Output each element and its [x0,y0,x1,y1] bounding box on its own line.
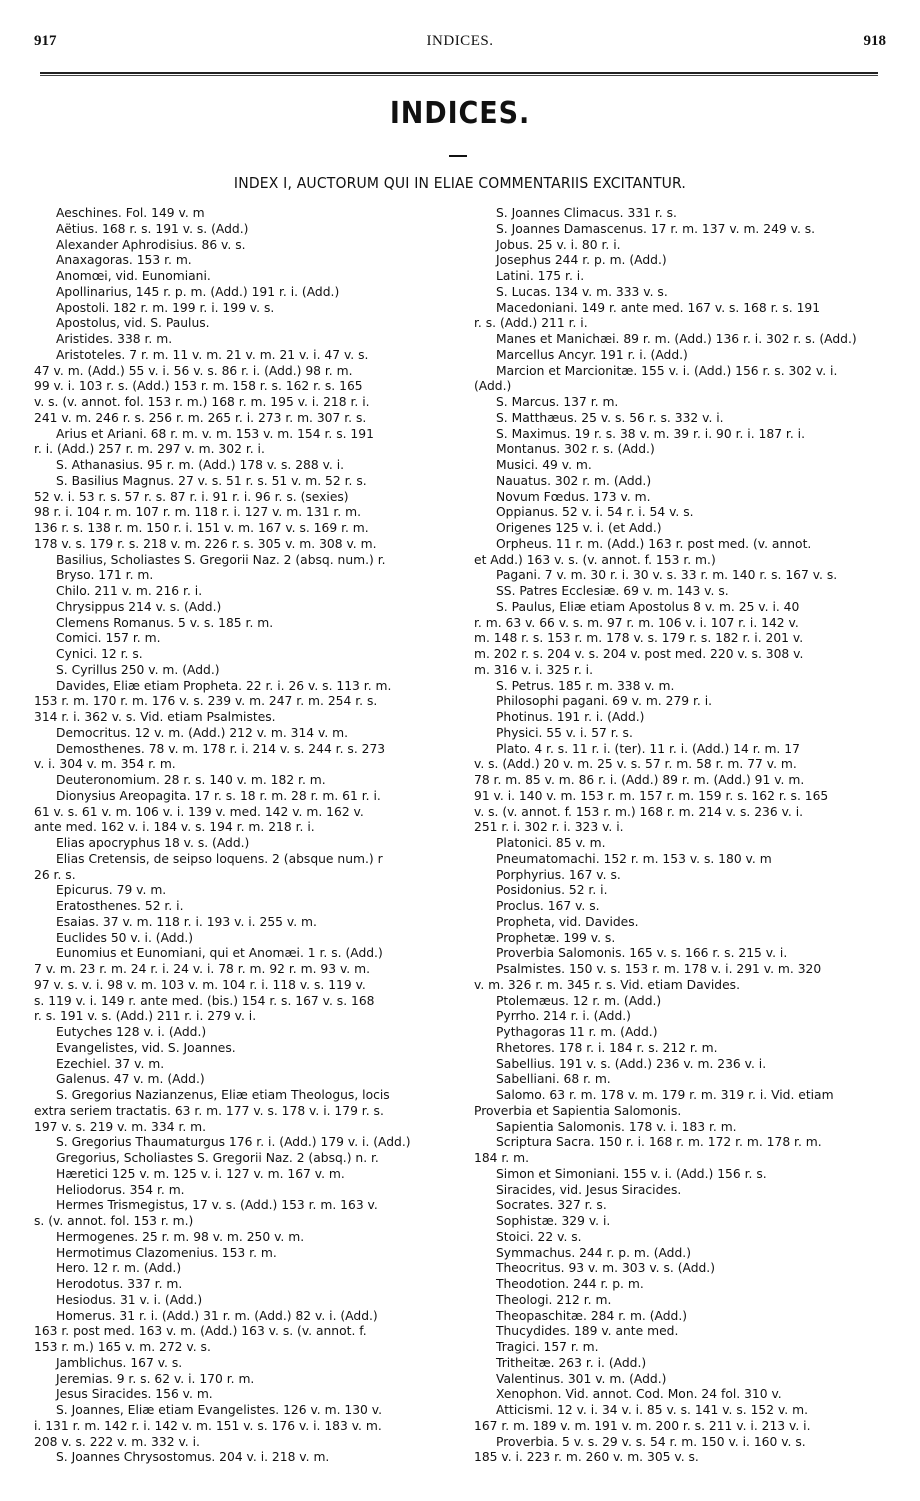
index-entry: Gregorius, Scholiastes S. Gregorii Naz. 2 (absq.) n. r. [56,1151,379,1165]
index-entry: Prophetæ. 199 v. s. [496,930,616,945]
index-entry: Porphyrius. 167 v. s. [496,867,621,882]
index-entry: Proverbia Salomonis. 165 v. s. 166 r. s. 215 v. i. [496,946,788,961]
index-entry: Cynici. 12 r. s. [56,647,143,661]
index-entry: Chilo. 211 v. m. 216 r. i. [56,584,203,598]
index-entry: Proverbia. 5 v. s. 29 v. s. 54 r. m. 150 v. i. 160 v. s. [496,1434,806,1449]
index-entry: Eratosthenes. 52 r. i. [56,899,184,913]
index-entry: Socrates. 327 r. s. [496,1198,607,1213]
index-entry: Thucydides. 189 v. ante med. [496,1324,679,1339]
index-entry: S. Lucas. 134 v. m. 333 v. s. [496,284,668,299]
index-entry: Scriptura Sacra. 150 r. i. 168 r. m. 172 r. m. 178 r. m. [496,1135,822,1150]
index-entry-continuation: s. 119 v. i. 149 r. ante med. (bis.) 154 r. s. 167 v. s. 168 [34,993,375,1008]
index-entry-continuation: 7 v. m. 23 r. m. 24 r. i. 24 v. i. 78 r. m. 92 r. m. 93 v. m. [34,962,371,976]
index-entry: Dionysius Areopagita. 17 r. s. 18 r. m. 28 r. m. 61 r. i. [56,788,381,803]
index-entry: S. Gregorius Thaumaturgus 176 r. i. (Add.) 179 v. i. (Add.) [56,1135,411,1150]
index-entry-continuation: 98 r. i. 104 r. m. 107 r. m. 118 r. i. 127 v. m. 131 r. m. [34,505,362,520]
page-number-right: 918 [863,33,886,49]
index-entry: Bryso. 171 r. m. [56,568,154,583]
index-entry: S. Marcus. 137 r. m. [496,395,619,409]
index-entry: Tritheitæ. 263 r. i. (Add.) [496,1355,647,1370]
index-entry: Arius et Ariani. 68 r. m. v. m. 153 v. m. 154 r. s. 191 [56,426,374,441]
index-entry-continuation: 178 v. s. 179 r. s. 218 v. m. 226 r. s. 305 v. m. 308 v. m. [34,536,377,551]
index-entry: Aristoteles. 7 r. m. 11 v. m. 21 v. m. 21 v. i. 47 v. s. [56,347,369,362]
index-entry-continuation: 26 r. s. [34,867,76,882]
index-entry: Evangelistes, vid. S. Joannes. [56,1040,236,1055]
index-entry-continuation: et Add.) 163 v. s. (v. annot. f. 153 r. m.) [474,552,716,567]
index-entry-continuation: 184 r. m. [474,1151,530,1165]
title-dash [449,155,467,157]
index-entry-continuation: r. i. (Add.) 257 r. m. 297 v. m. 302 r. i. [34,442,265,457]
index-entry: SS. Patres Ecclesiæ. 69 v. m. 143 v. s. [496,584,729,598]
index-entry: Hesiodus. 31 v. i. (Add.) [56,1292,203,1307]
index-entry: Proclus. 167 v. s. [496,899,600,913]
index-entry: Siracides, vid. Jesus Siracides. [496,1182,682,1197]
index-entry: S. Joannes Damascenus. 17 r. m. 137 v. m. 249 v. s. [496,221,816,236]
running-title: INDICES. [426,33,494,49]
index-entry: Pyrrho. 214 r. i. (Add.) [496,1009,631,1024]
index-entry-continuation: 153 r. m. 170 r. m. 176 v. s. 239 v. m. 247 r. m. 254 r. s. [34,694,378,709]
index-entry: Aëtius. 168 r. s. 191 v. s. (Add.) [56,221,249,236]
index-entry: Pneumatomachi. 152 r. m. 153 v. s. 180 v. m [496,851,772,866]
index-entry-continuation: r. s. 191 v. s. (Add.) 211 r. i. 279 v. i. [34,1009,257,1024]
index-entry-continuation: v. s. (v. annot. fol. 153 r. m.) 168 r. m. 195 v. i. 218 r. i. [34,395,370,409]
right-column [474,206,894,1466]
index-entry: Herodotus. 337 r. m. [56,1277,183,1291]
index-entry: Marcellus Ancyr. 191 r. i. (Add.) [496,347,688,362]
index-entry-continuation: r. s. (Add.) 211 r. i. [474,316,588,331]
index-entry-continuation: m. 316 v. i. 325 r. i. [474,662,593,677]
index-entry: Anomœi, vid. Eunomiani. [56,269,211,283]
index-entry-continuation: extra seriem tractatis. 63 r. m. 177 v. s. 178 v. i. 179 r. s. [34,1103,384,1118]
index-entry: S. Basilius Magnus. 27 v. s. 51 r. s. 51 v. m. 52 r. s. [56,473,367,488]
index-entry: Alexander Aphrodisius. 86 v. s. [56,237,246,252]
index-entry: Apostoli. 182 r. m. 199 r. i. 199 v. s. [56,300,275,315]
index-entry: Theocritus. 93 v. m. 303 v. s. (Add.) [496,1261,716,1276]
index-entry: Latini. 175 r. i. [496,269,585,283]
index-entry: Ptolemæus. 12 r. m. (Add.) [496,993,662,1008]
index-entry: Anaxagoras. 153 r. m. [56,253,192,268]
index-entry: Deuteronomium. 28 r. s. 140 v. m. 182 r. m. [56,773,326,787]
index-entry: Oppianus. 52 v. i. 54 r. i. 54 v. s. [496,505,694,520]
index-entry: Orpheus. 11 r. m. (Add.) 163 r. post med. (v. annot. [496,536,812,551]
index-entry: Theodotion. 244 r. p. m. [496,1277,644,1291]
index-entry: S. Joannes, Eliæ etiam Evangelistes. 126 v. m. 130 v. [56,1403,383,1417]
index-entry-continuation: 52 v. i. 53 r. s. 57 r. s. 87 r. i. 91 r. i. 96 r. s. (sexies) [34,489,349,504]
index-entry: Elias Cretensis, de seipso loquens. 2 (absque num.) r [56,851,383,866]
index-entry: Homerus. 31 r. i. (Add.) 31 r. m. (Add.) 82 v. i. (Add.) [56,1308,378,1323]
index-entry-continuation: i. 131 r. m. 142 r. i. 142 v. m. 151 v. s. 176 v. i. 183 v. m. [34,1418,382,1433]
index-entry-continuation: 167 r. m. 189 v. m. 191 v. m. 200 r. s. 211 v. i. 213 v. i. [474,1418,811,1433]
index-entry-continuation: 47 v. m. (Add.) 55 v. i. 56 v. s. 86 r. i. (Add.) 98 r. m. [34,363,353,378]
index-entry: S. Matthæus. 25 v. s. 56 r. s. 332 v. i. [496,410,724,425]
index-entry-continuation: 78 r. m. 85 v. m. 86 r. i. (Add.) 89 r. m. (Add.) 91 v. m. [474,773,805,787]
index-entry: Galenus. 47 v. m. (Add.) [56,1072,205,1087]
index-entry-continuation: Proverbia et Sapientia Salomonis. [474,1103,682,1118]
page-number-left: 917 [34,33,57,49]
index-entry: S. Maximus. 19 r. s. 38 v. m. 39 r. i. 90 r. i. 187 r. i. [496,426,805,441]
index-entry: Valentinus. 301 v. m. (Add.) [496,1371,667,1386]
index-entry: Plato. 4 r. s. 11 r. i. (ter). 11 r. i. (Add.) 14 r. m. 17 [496,741,800,756]
index-entry: Musici. 49 v. m. [496,458,592,472]
index-entry: Jeremias. 9 r. s. 62 v. i. 170 r. m. [56,1371,255,1386]
page-title: INDICES. [389,96,531,131]
index-entry-continuation: v. s. (Add.) 20 v. m. 25 v. s. 57 r. m. 58 r. m. 77 v. m. [474,757,797,772]
index-entry: Eutyches 128 v. i. (Add.) [56,1025,207,1039]
index-entry: Posidonius. 52 r. i. [496,883,608,898]
index-entry: Ezechiel. 37 v. m. [56,1056,165,1071]
index-entry: S. Petrus. 185 r. m. 338 v. m. [496,678,675,693]
header-rule [40,72,878,76]
index-entry-continuation: 197 v. s. 219 v. m. 334 r. m. [34,1119,207,1134]
index-entry: Hermes Trismegistus, 17 v. s. (Add.) 153 r. m. 163 v. [56,1198,378,1213]
index-entry: Simon et Simoniani. 155 v. i. (Add.) 156 r. s. [496,1166,767,1181]
index-entry: Origenes 125 v. i. (et Add.) [496,521,662,535]
index-entry: Marcion et Marcionitæ. 155 v. i. (Add.) 156 r. s. 302 v. i. [496,363,838,378]
index-entry-continuation: (Add.) [474,379,512,394]
index-entry: Platonici. 85 v. m. [496,836,606,850]
left-column [34,206,464,1466]
index-entry: Jesus Siracides. 156 v. m. [56,1387,213,1402]
index-entry-continuation: 314 r. i. 362 v. s. Vid. etiam Psalmistes. [34,710,276,724]
index-entry: Pagani. 7 v. m. 30 r. i. 30 v. s. 33 r. m. 140 r. s. 167 v. s. [496,568,838,583]
index-entry-continuation: 241 v. m. 246 r. s. 256 r. m. 265 r. i. 273 r. m. 307 r. s. [34,410,367,425]
index-entry-continuation: v. i. 304 v. m. 354 r. m. [34,757,176,772]
index-entry-continuation: m. 202 r. s. 204 v. s. 204 v. post med. 220 v. s. 308 v. [474,647,804,661]
index-entry: Democritus. 12 v. m. (Add.) 212 v. m. 314 v. m. [56,725,349,740]
index-entry: S. Gregorius Nazianzenus, Eliæ etiam Theologus, locis [56,1088,390,1102]
index-entry: Demosthenes. 78 v. m. 178 r. i. 214 v. s. 244 r. s. 273 [56,741,386,756]
index-entry: Stoici. 22 v. s. [496,1229,582,1244]
index-entry: Elias apocryphus 18 v. s. (Add.) [56,836,250,850]
index-entry: Apostolus, vid. S. Paulus. [56,316,210,331]
index-entry: Hermogenes. 25 r. m. 98 v. m. 250 v. m. [56,1229,305,1244]
index-entry: Sabelliani. 68 r. m. [496,1072,611,1087]
index-entry-continuation: 153 r. m.) 165 v. m. 272 v. s. [34,1340,211,1354]
index-entry: Comici. 157 r. m. [56,631,161,646]
index-entry: Apollinarius, 145 r. p. m. (Add.) 191 r. i. (Add.) [56,284,340,299]
index-entry: Nauatus. 302 r. m. (Add.) [496,473,652,488]
index-entry-continuation: 97 v. s. v. i. 98 v. m. 103 v. m. 104 r. i. 118 v. s. 119 v. [34,977,366,992]
index-entry: Hæretici 125 v. m. 125 v. i. 127 v. m. 167 v. m. [56,1166,345,1181]
index-entry-continuation: ante med. 162 v. i. 184 v. s. 194 r. m. 218 r. i. [34,820,315,835]
index-entry: Sophistæ. 329 v. i. [496,1214,611,1228]
index-entry: Rhetores. 178 r. i. 184 r. s. 212 r. m. [496,1040,718,1055]
index-entry: Davides, Eliæ etiam Propheta. 22 r. i. 26 v. s. 113 r. m. [56,678,392,693]
index-entry: Salomo. 63 r. m. 178 v. m. 179 r. m. 319 r. i. Vid. etiam [496,1088,834,1102]
index-entry-continuation: s. (v. annot. fol. 153 r. m.) [34,1214,194,1228]
index-entry-continuation: 251 r. i. 302 r. i. 323 v. i. [474,820,624,835]
index-entry: Xenophon. Vid. annot. Cod. Mon. 24 fol. 310 v. [496,1387,782,1402]
index-entry-continuation: 163 r. post med. 163 v. m. (Add.) 163 v. s. (v. annot. f. [34,1324,367,1339]
index-entry: Basilius, Scholiastes S. Gregorii Naz. 2 (absq. num.) r. [56,552,386,567]
index-entry-continuation: 99 v. i. 103 r. s. (Add.) 153 r. m. 158 r. s. 162 r. s. 165 [34,379,363,394]
index-entry: Clemens Romanus. 5 v. s. 185 r. m. [56,615,274,630]
index-entry: Psalmistes. 150 v. s. 153 r. m. 178 v. i. 291 v. m. 320 [496,962,822,976]
index-entry-continuation: v. s. (v. annot. f. 153 r. m.) 168 r. m. 214 v. s. 236 v. i. [474,804,804,819]
index-entry-continuation: 91 v. i. 140 v. m. 153 r. m. 157 r. m. 159 r. s. 162 r. s. 165 [474,788,829,803]
index-entry: Heliodorus. 354 r. m. [56,1182,185,1197]
index-entry: Euclides 50 v. i. (Add.) [56,930,194,945]
index-entry: Aristides. 338 r. m. [56,332,173,346]
index-subtitle: INDEX I, AUCTORUM QUI IN ELIAE COMMENTARIIS EXCITANTUR. [233,174,687,192]
index-entry: Propheta, vid. Davides. [496,914,639,929]
index-entry: Jobus. 25 v. i. 80 r. i. [496,237,621,252]
index-entry: Epicurus. 79 v. m. [56,883,167,898]
index-entry-continuation: 185 v. i. 223 r. m. 260 v. m. 305 v. s. [474,1450,699,1465]
index-entry-continuation: v. m. 326 r. m. 345 r. s. Vid. etiam Davides. [474,977,740,992]
index-entry: Chrysippus 214 v. s. (Add.) [56,599,222,614]
index-entry: Josephus 244 r. p. m. (Add.) [496,253,667,268]
index-entry: Tragici. 157 r. m. [496,1340,599,1354]
index-entry: Physici. 55 v. i. 57 r. s. [496,725,633,740]
index-entry: Macedoniani. 149 r. ante med. 167 v. s. 168 r. s. 191 [496,300,821,315]
index-entry-continuation: 61 v. s. 61 v. m. 106 v. i. 139 v. med. 142 v. m. 162 v. [34,804,364,819]
index-entry: Manes et Manichæi. 89 r. m. (Add.) 136 r. i. 302 r. s. (Add.) [496,332,857,346]
index-entry: Hero. 12 r. m. (Add.) [56,1261,182,1276]
index-entry: Theopaschitæ. 284 r. m. (Add.) [496,1308,688,1323]
index-entry: Symmachus. 244 r. p. m. (Add.) [496,1245,692,1260]
index-entry: Philosophi pagani. 69 v. m. 279 r. i. [496,694,713,709]
index-entry: S. Cyrillus 250 v. m. (Add.) [56,662,220,677]
index-entry-continuation: 208 v. s. 222 v. m. 332 v. i. [34,1434,200,1449]
index-entry: Aeschines. Fol. 149 v. m [56,206,205,220]
index-entry: Jamblichus. 167 v. s. [56,1355,183,1370]
index-entry: Sapientia Salomonis. 178 v. i. 183 r. m. [496,1119,737,1134]
index-entry: Novum Fœdus. 173 v. m. [496,489,651,504]
index-entry: Montanus. 302 r. s. (Add.) [496,442,655,457]
index-entry: Pythagoras 11 r. m. (Add.) [496,1025,658,1039]
index-entry-continuation: r. m. 63 v. 66 v. s. m. 97 r. m. 106 v. i. 107 r. i. 142 v. [474,615,799,630]
index-entry: Esaias. 37 v. m. 118 r. i. 193 v. i. 255 v. m. [56,914,317,929]
index-entry: Hermotimus Clazomenius. 153 r. m. [56,1245,277,1260]
index-entry-continuation: 136 r. s. 138 r. m. 150 r. i. 151 v. m. 167 v. s. 169 r. m. [34,521,369,535]
index-entry: Atticismi. 12 v. i. 34 v. i. 85 v. s. 141 v. s. 152 v. m. [496,1403,808,1417]
index-entry: Eunomius et Eunomiani, qui et Anomæi. 1 r. s. (Add.) [56,946,383,961]
index-entry: Sabellius. 191 v. s. (Add.) 236 v. m. 236 v. i. [496,1056,767,1071]
running-header [34,33,886,53]
index-entry: S. Joannes Climacus. 331 r. s. [496,206,677,220]
index-entry: S. Paulus, Eliæ etiam Apostolus 8 v. m. 25 v. i. 40 [496,599,800,614]
index-entry: S. Joannes Chrysostomus. 204 v. i. 218 v. m. [56,1450,330,1465]
index-entry: Theologi. 212 r. m. [496,1292,612,1307]
index-entry-continuation: m. 148 r. s. 153 r. m. 178 v. s. 179 r. s. 182 r. i. 201 v. [474,631,804,646]
index-entry: Photinus. 191 r. i. (Add.) [496,710,645,724]
index-entry: S. Athanasius. 95 r. m. (Add.) 178 v. s. 288 v. i. [56,458,345,472]
